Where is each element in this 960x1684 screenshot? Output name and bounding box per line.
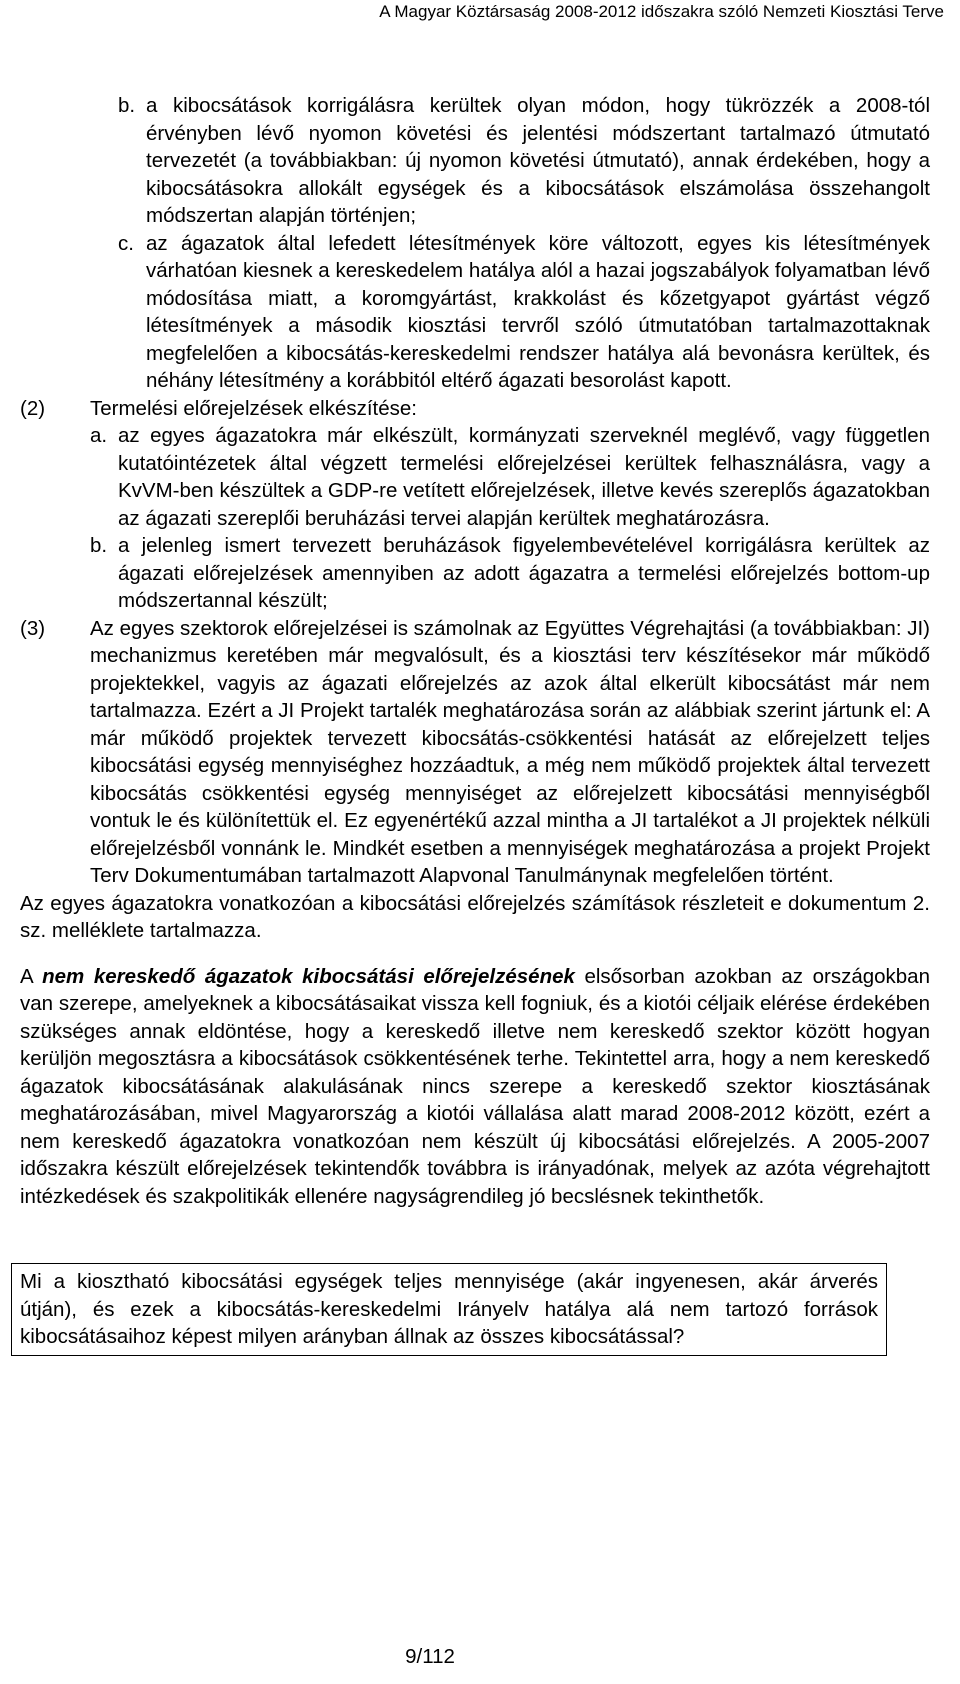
list-item-c — [118, 230, 930, 395]
list-item-label: b. — [118, 94, 136, 117]
list-item-text: az egyes ágazatokra már elkészült, kormányzati szerveknél meglévő, vagy független kutatóintézetek által végzett termelési előrejelzései kerültek felhasználásra, vagy a KvVM-ben készültek a GDP-re vetített előrejelzések, illetve kevés szereplős ágazatokban az ágazati szereplői beruházási tervei alapján kerültek meghatározásra. — [118, 424, 930, 530]
section-number: (2) — [20, 396, 46, 420]
page-number: 9/112 — [405, 1645, 455, 1668]
paragraph-body: elsősorban azokban az országokban van szerepe, amelyeknek a kibocsátásaikat vissza kell fogniuk, és a kiotói céljaik elérése érdekében szükséges annak eldöntése, hogy a kereskedő illetve nem kereskedő szektor között hogyan kerüljön megosztásra a kibocsátások csökkentésének terhe. Tekintettel arra, hogy a nem kereskedő ágazatok kibocsátásának alakulásának nincs szerepe a kereskedő szektor kiosztásának meghatározásában, mivel Magyarország a kiotói vállalása alatt marad 2008-2012 között, ezért a nem kereskedő ágazatokra vonatkozóan nem készült új kibocsátási előrejelzés. A 2005-2007 időszakra készült előrejelzések tekintendők továbbra is irányadónak, melyek az azóta végrehajtott intézkedések és szakpolitikák ellenére nagyságrendileg jó becslésnek tekinthetők. — [20, 964, 930, 1208]
section-number: (3) — [20, 616, 46, 640]
list-item-text: a jelenleg ismert tervezett beruházások figyelembevételével korrigálásra kerültek az ágazati előrejelzések amennyiben az adott ágazatra a termelési előrejelzés bottom-up módszertannal készült; — [118, 534, 930, 612]
paragraph-non-trading-sectors — [20, 963, 930, 1211]
section-2-item-b — [90, 532, 930, 615]
emphasis-text: nem kereskedő ágazatok kibocsátási előrejelzésének — [42, 964, 575, 988]
list-item-text: az ágazatok által lefedett létesítmények köre változott, egyes kis létesítmények várhatóan kiesnek a kereskedelem hatálya alól a hazai jogszabályok folyamatban lévő módosítása miatt, a koromgyártást, krakkolást és kőzetgyapot gyártást végző létesítmények a második kiosztási tervről szóló útmutatóban tartalmazottaknak megfelelően a kibocsátás-kereskedelmi rendszer hatálya alá bevonásra kerültek, és néhány létesítmény a korábbitól eltérő ágazati besorolást kapott. — [146, 231, 930, 392]
section-2 — [20, 395, 930, 423]
list-item-label: b. — [90, 534, 108, 557]
paragraph-prefix: A — [20, 964, 43, 988]
section-text: Az egyes szektorok előrejelzései is számolnak az Együttes Végrehajtási (a továbbiakban: JI) mechanizmus keretében már megvalósult, és a kiosztási terv készítésekor már működő projektekkel, vagyis az ágazati előrejelzés az azok által elkerült kibocsátást már nem tartalmazza. Ezért a JI Projekt tartalék meghatározása során az alábbiak szerint jártunk el: A már működő projektek tervezett kibocsátás-csökkentési hatását az előrejelzett teljes kibocsátási egység mennyiséghez hozzáadtuk, a még nem működő projektek által tervezett kibocsátás csökkentési egység mennyiséget az előrejelzett kibocsátási mennyiségből vontuk le és különítettük el. Ez egyenértékű azzal mintha a JI tartalékot a JI projektek nélküli előrejelzésből vonnánk le. Mindkét esetben a mennyiségek meghatározása a projekt Projekt Terv Dokumentumában tartalmazott Alapvonal Tanulmánynak megfelelően történt. — [90, 616, 930, 887]
list-item-label: a. — [90, 424, 108, 447]
paragraph-appendix-reference: Az egyes ágazatokra vonatkozóan a kibocsátási előrejelzés számítások részleteit e dokumentum 2. sz. melléklete tartalmazza. — [20, 891, 930, 942]
list-item-b — [118, 92, 930, 230]
list-item-text: a kibocsátások korrigálásra kerültek olyan módon, hogy tükrözzék a 2008-tól érvényben lévő nyomon követési és jelentési módszertant tartalmazó útmutató tervezetét (a továbbiakban: új nyomon követési útmutató), annak érdekében, hogy a kibocsátásokra allokált egységek és a kibocsátások elszámolása összehangolt módszertan alapján történjen; — [146, 94, 930, 227]
page-header-title: A Magyar Köztársaság 2008-2012 időszakra szóló Nemzeti Kiosztási Terve — [379, 2, 944, 21]
document-body — [20, 92, 930, 1210]
section-title: Termelési előrejelzések elkészítése: — [90, 396, 417, 420]
list-item-label: c. — [118, 231, 134, 255]
section-3 — [20, 615, 930, 890]
question-box: Mi a kiosztható kibocsátási egységek teljes mennyisége (akár ingyenesen, akár árverés útján), és ezek a kibocsátás-kereskedelmi Irányelv hatálya alá nem tartozó források kibocsátásaihoz képest milyen arányban állnak az összes kibocsátással? — [11, 1263, 887, 1356]
section-2-item-a — [90, 422, 930, 532]
